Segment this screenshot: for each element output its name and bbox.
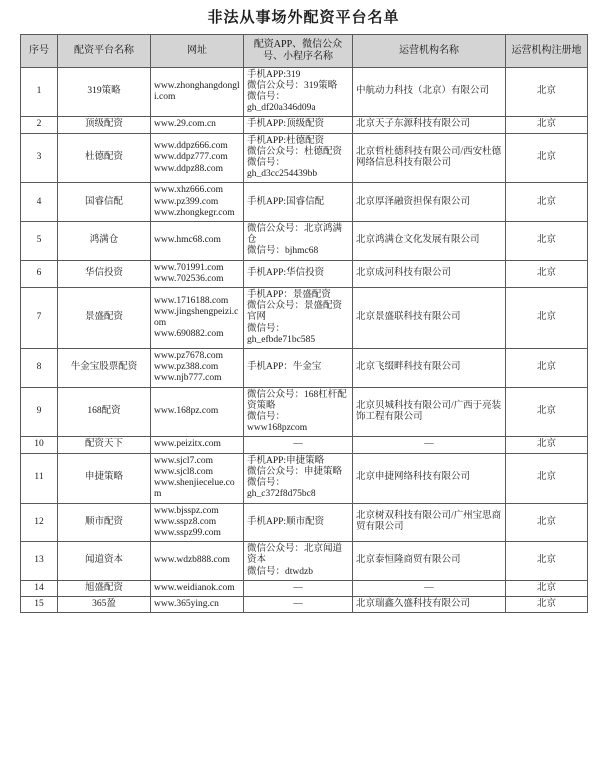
website-line: www.shenjiecelue.com — [154, 478, 235, 500]
app-account-line: 微信号： — [247, 323, 286, 334]
page-title: 非法从事场外配资平台名单 — [207, 10, 400, 26]
website-line: www.zhonghangdongli.com — [154, 80, 240, 102]
cell-app-accounts — [244, 133, 353, 183]
table-row — [21, 183, 588, 222]
cell-app-accounts — [244, 596, 353, 612]
cell-operator-name: 北京飞缀畔科技有限公司 — [353, 349, 506, 388]
cell-app-accounts — [244, 580, 353, 596]
app-account-line: 微信公众号：申捷策略 — [247, 466, 343, 477]
cell-registration-region: 北京 — [506, 133, 588, 183]
cell-registration-region: 北京 — [506, 222, 588, 261]
cell-registration-region: 北京 — [506, 288, 588, 349]
cell-app-accounts — [244, 222, 353, 261]
cell-app-accounts — [244, 288, 353, 349]
website-line: www.1716188.com — [154, 295, 229, 306]
app-account-line: www168pzcom — [247, 423, 308, 434]
cell-platform-name: 168配资 — [58, 387, 151, 437]
website-line: www.jingshengpeizi.com — [154, 306, 239, 329]
cell-registration-region: 北京 — [506, 580, 588, 596]
website-line: www.690882.com — [154, 329, 224, 340]
cell-index: 11 — [21, 453, 58, 503]
cell-app-accounts — [244, 542, 353, 581]
app-account-line: 手机APP:杜德配资 — [247, 135, 325, 146]
cell-registration-region: 北京 — [506, 503, 588, 542]
app-account-line: 手机APP:顺市配资 — [247, 516, 325, 527]
cell-platform-name: 319策略 — [58, 67, 151, 117]
cell-operator-name: 北京瑞鑫久盛科技有限公司 — [353, 596, 506, 612]
app-account-line: gh_d3cc254439bb — [247, 169, 318, 180]
table-row — [21, 503, 588, 542]
cell-operator-name: 北京贝城科技有限公司/广西于亮装饰工程有限公司 — [353, 387, 506, 437]
empty-value-dash: — — [293, 582, 303, 593]
app-account-line: 微信公众号：杜德配资 — [247, 146, 343, 157]
cell-index: 13 — [21, 542, 58, 581]
cell-registration-region: 北京 — [506, 117, 588, 133]
cell-index: 9 — [21, 387, 58, 437]
cell-platform-name: 顺市配资 — [58, 503, 151, 542]
illegal-platforms-table — [20, 34, 588, 613]
cell-platform-name: 华信投资 — [58, 260, 151, 287]
cell-registration-region: 北京 — [506, 453, 588, 503]
column-header-org: 运营机构名称 — [353, 35, 506, 68]
cell-platform-name: 申捷策略 — [58, 453, 151, 503]
cell-index: 12 — [21, 503, 58, 542]
app-account-line: 微信号： — [247, 92, 286, 102]
cell-website — [151, 349, 244, 388]
app-account-line: 手机APP：牛金宝 — [247, 362, 322, 373]
table-row — [21, 349, 588, 388]
cell-operator-name: — — [353, 437, 506, 453]
column-header-url: 网址 — [151, 35, 244, 68]
cell-operator-name: 北京天子东源科技有限公司 — [353, 117, 506, 133]
website-line: www.njb777.com — [154, 373, 222, 384]
cell-index: 7 — [21, 288, 58, 349]
website-line: www.weidianok.com — [154, 582, 235, 593]
cell-app-accounts — [244, 437, 353, 453]
cell-website — [151, 437, 244, 453]
column-header-app: 配资APP、微信公众号、小程序名称 — [244, 35, 353, 68]
table-row — [21, 437, 588, 453]
cell-operator-name: 北京成河科技有限公司 — [353, 260, 506, 287]
website-line: www.29.com.cn — [154, 119, 216, 130]
table-row — [21, 542, 588, 581]
table-row — [21, 117, 588, 133]
website-line: www.pz388.com — [154, 362, 219, 373]
app-account-line: 微信号：dtwdzb — [247, 566, 313, 577]
cell-operator-name: 北京景盛联科技有限公司 — [353, 288, 506, 349]
website-line: www.bjsspz.com — [154, 505, 219, 516]
table-header — [21, 35, 588, 68]
cell-index: 3 — [21, 133, 58, 183]
website-line: www.sspz8.com — [154, 516, 217, 527]
cell-index: 2 — [21, 117, 58, 133]
column-header-name: 配资平台名称 — [58, 35, 151, 68]
cell-index: 5 — [21, 222, 58, 261]
website-line: www.701991.com — [154, 262, 224, 273]
website-line: www.sspz99.com — [154, 527, 221, 538]
website-line: www.pz399.com — [154, 196, 219, 207]
cell-platform-name: 鸿满仓 — [58, 222, 151, 261]
cell-operator-name: 北京泰恒隆商贸有限公司 — [353, 542, 506, 581]
cell-platform-name: 配资天下 — [58, 437, 151, 453]
cell-app-accounts — [244, 183, 353, 222]
cell-app-accounts — [244, 117, 353, 133]
cell-platform-name: 杜德配资 — [58, 133, 151, 183]
app-account-line: 手机APP:顶级配资 — [247, 119, 325, 130]
website-line: www.ddpz88.com — [154, 163, 224, 174]
cell-platform-name: 国睿信配 — [58, 183, 151, 222]
app-account-line: gh_c372f8d75bc8 — [247, 489, 316, 500]
website-line: www.702536.com — [154, 273, 224, 284]
cell-operator-name: — — [353, 580, 506, 596]
table-row — [21, 222, 588, 261]
app-account-line: gh_efbde71bc585 — [247, 334, 316, 345]
cell-index: 6 — [21, 260, 58, 287]
website-line: www.hmc68.com — [154, 235, 221, 246]
cell-website — [151, 387, 244, 437]
cell-registration-region: 北京 — [506, 437, 588, 453]
header-row — [21, 35, 588, 68]
cell-registration-region: 北京 — [506, 596, 588, 612]
app-account-line: 手机APP:319 — [247, 69, 301, 80]
table-row — [21, 596, 588, 612]
app-account-line: 微信公众号：168杠杆配资策略 — [247, 389, 347, 411]
app-account-line: 手机APP：景盛配资 — [247, 290, 331, 301]
app-account-line: 微信号： — [247, 412, 286, 423]
cell-index: 4 — [21, 183, 58, 222]
cell-website — [151, 503, 244, 542]
table-row — [21, 288, 588, 349]
app-account-line: 微信公众号：319策略 — [247, 80, 338, 91]
cell-operator-name: 北京厚泽融资担保有限公司 — [353, 183, 506, 222]
cell-platform-name: 牛金宝股票配资 — [58, 349, 151, 388]
cell-website — [151, 260, 244, 287]
cell-platform-name: 闻道资本 — [58, 542, 151, 581]
cell-website — [151, 542, 244, 581]
cell-website — [151, 222, 244, 261]
cell-registration-region: 北京 — [506, 67, 588, 117]
cell-operator-name: 北京哲杜德科技有限公司/西安杜德网络信息科技有限公司 — [353, 133, 506, 183]
app-account-line: 手机APP:华信投资 — [247, 268, 325, 279]
column-header-index: 序号 — [21, 35, 58, 68]
cell-app-accounts — [244, 349, 353, 388]
app-account-line: 微信公众号：北京闻道资本 — [247, 544, 343, 566]
website-line: www.ddpz777.com — [154, 152, 228, 163]
cell-website — [151, 133, 244, 183]
cell-index: 10 — [21, 437, 58, 453]
website-line: www.168pz.com — [154, 406, 219, 417]
cell-website — [151, 183, 244, 222]
website-line: www.pz7678.com — [154, 351, 224, 362]
table-row — [21, 580, 588, 596]
website-line: www.xhz666.com — [154, 185, 224, 196]
website-line: www.peizitx.com — [154, 439, 221, 450]
table-body — [21, 67, 588, 613]
app-account-line: 微信号：bjhmc68 — [247, 246, 319, 257]
cell-operator-name: 中航动力科技（北京）有限公司 — [353, 67, 506, 117]
app-account-line: 手机APP:国睿信配 — [247, 196, 325, 207]
cell-registration-region: 北京 — [506, 542, 588, 581]
cell-website — [151, 67, 244, 117]
table-row — [21, 453, 588, 503]
cell-website — [151, 580, 244, 596]
app-account-line: 微信号： — [247, 478, 286, 489]
cell-app-accounts — [244, 260, 353, 287]
table-container — [0, 34, 607, 613]
website-line: www.zhongkegr.com — [154, 207, 235, 218]
empty-value-dash: — — [293, 598, 303, 609]
app-account-line: 微信公众号：景盛配资官网 — [247, 301, 343, 323]
website-line: www.sjcl7.com — [154, 455, 214, 466]
cell-index: 1 — [21, 67, 58, 117]
cell-registration-region: 北京 — [506, 349, 588, 388]
cell-platform-name: 顶级配资 — [58, 117, 151, 133]
app-account-line: 微信号： — [247, 158, 286, 169]
cell-website — [151, 288, 244, 349]
cell-website — [151, 117, 244, 133]
table-row — [21, 260, 588, 287]
cell-app-accounts — [244, 387, 353, 437]
cell-registration-region: 北京 — [506, 387, 588, 437]
empty-value-dash: — — [293, 439, 303, 450]
app-account-line: gh_df20a346d09a — [247, 103, 316, 114]
cell-app-accounts — [244, 503, 353, 542]
cell-index: 8 — [21, 349, 58, 388]
table-row — [21, 67, 588, 117]
table-row — [21, 387, 588, 437]
cell-app-accounts — [244, 453, 353, 503]
cell-operator-name: 北京树双科技有限公司/广州宝思商贸有限公司 — [353, 503, 506, 542]
cell-registration-region: 北京 — [506, 183, 588, 222]
column-header-region: 运营机构注册地 — [506, 35, 588, 68]
cell-website — [151, 453, 244, 503]
cell-platform-name: 景盛配资 — [58, 288, 151, 349]
cell-operator-name: 北京鸿满仓文化发展有限公司 — [353, 222, 506, 261]
app-account-line: 手机APP:申捷策略 — [247, 455, 325, 466]
cell-platform-name: 旭盛配资 — [58, 580, 151, 596]
table-row — [21, 133, 588, 183]
website-line: www.365ying.cn — [154, 598, 219, 609]
cell-platform-name: 365盈 — [58, 596, 151, 612]
app-account-line: 微信公众号：北京鸿满仓 — [247, 224, 343, 246]
cell-app-accounts — [244, 67, 353, 117]
cell-registration-region: 北京 — [506, 260, 588, 287]
cell-index: 15 — [21, 596, 58, 612]
website-line: www.sjcl8.com — [154, 466, 214, 477]
website-line: www.wdzb888.com — [154, 555, 230, 566]
cell-operator-name: 北京申捷网络科技有限公司 — [353, 453, 506, 503]
cell-website — [151, 596, 244, 612]
website-line: www.ddpz666.com — [154, 141, 228, 152]
cell-index: 14 — [21, 580, 58, 596]
